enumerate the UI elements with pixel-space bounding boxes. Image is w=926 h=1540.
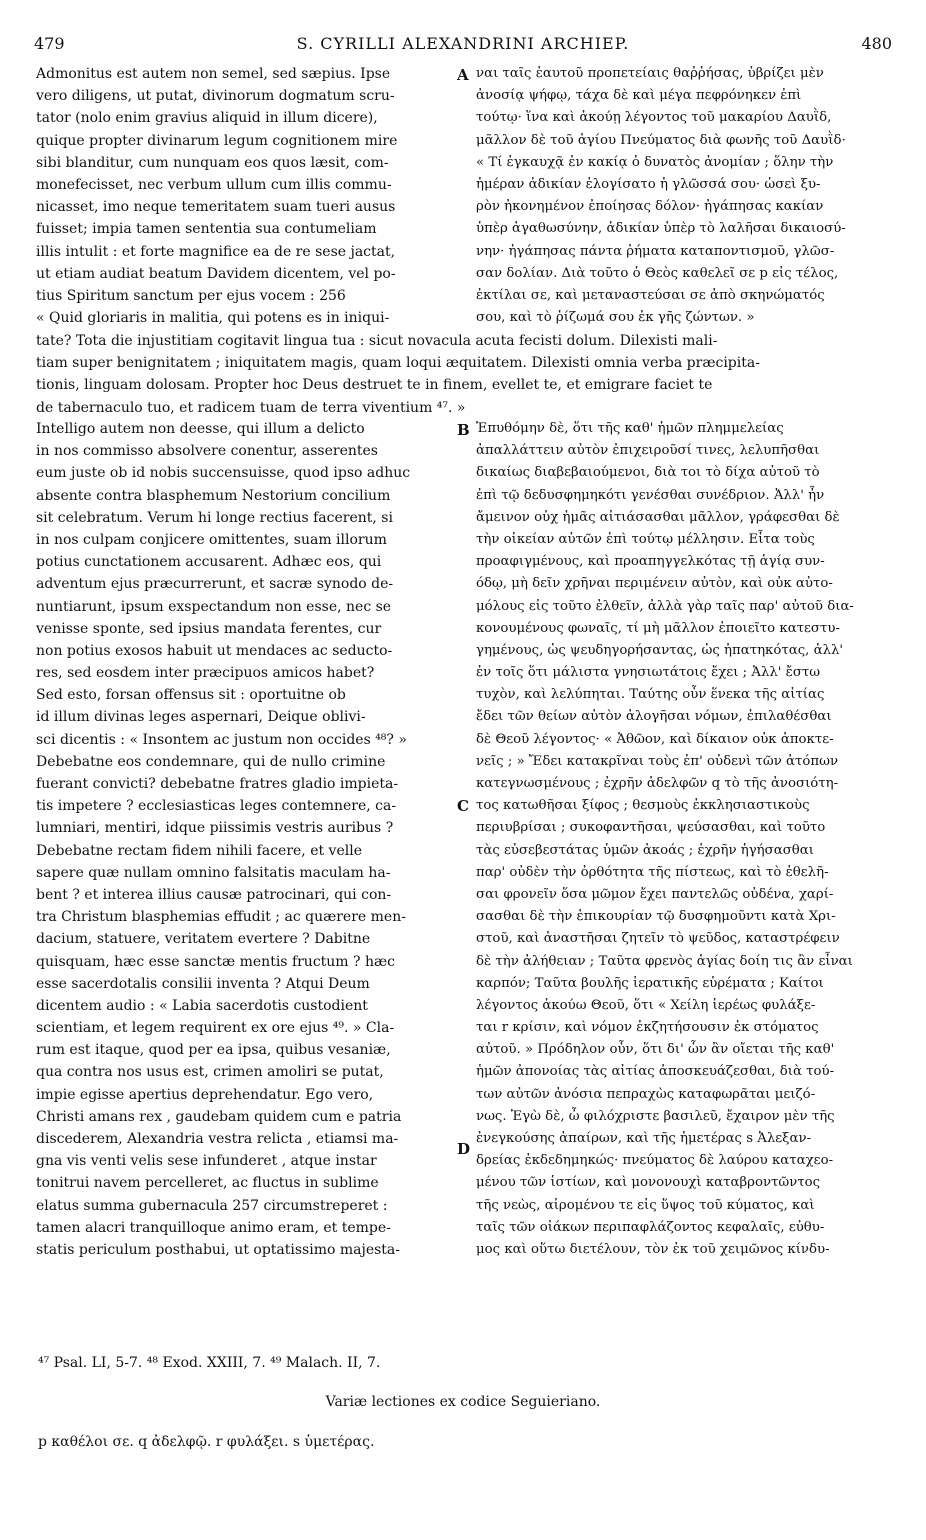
latin-text-line: res, sed eosdem inter præcipuos amicos habet? <box>36 665 375 682</box>
greek-text-line: ὑπὲρ ἀγαθωσύνην, ἀδικίαν ὑπὲρ τὸ λαλῆσαι δικαιοσύ- <box>476 221 846 237</box>
greek-text-line: ἐνεγκούσης ἀπαίρων, καὶ τῆς ἡμετέρας s Ἀλεξαν- <box>476 1131 812 1146</box>
greek-text-line: δικαίως διαβεβαιούμενοι, διὰ τοι τὸ δίχα αὐτοῦ τὸ <box>476 465 820 481</box>
greek-text-line: νως. Ἐγὼ δὲ, ὦ φιλόχριστε βασιλεῦ, ἔχαιρον μὲν τῆς <box>476 1108 835 1124</box>
variae-lectiones: p καθέλοι σε. q ἀδελφῷ. r φυλάξει. s ὑμετέρας. <box>38 1434 375 1450</box>
latin-text-line: venisse sponte, sed ipsius mandata ferentes, cur <box>36 620 382 637</box>
latin-text-line: tis impetere ? ecclesiasticas leges contemnere, ca- <box>36 798 397 815</box>
latin-text-line: sibi blanditur, cum nunquam eos quos læsit, com- <box>36 154 389 171</box>
greek-text-line: σαι φρονεῖν ὅσα μῶμον ἔχει παντελῶς οὐδένα, χαρί- <box>476 886 834 902</box>
latin-text-line: tonitrui navem percelleret, ac fluctus in sublime <box>36 1175 379 1192</box>
greek-text-line: ἀπαλλάττειν αὐτὸν ἐπιχειροῦσί τινες, λελυπῆσθαι <box>476 443 820 459</box>
latin-text-line: potius cunctationem accusarent. Adhæc eos, qui <box>36 554 382 571</box>
greek-text-line: κονουμένους φωναῖς, τί μὴ μᾶλλον ἐποιεῖτο κατεστυ- <box>476 620 840 636</box>
full-width-text-line: de tabernaculo tuo, et radicem tuam de terra viventium ⁴⁷. » <box>36 399 466 416</box>
greek-text-line: νεῖς ; » Ἔδει κατακρῖναι τοὺς ἐπ' οὐδενὶ τῶν ἀτόπων <box>476 753 839 769</box>
latin-text-line: esse sacerdotalis consilii inventa ? Atqui Deum <box>36 975 370 992</box>
greek-text-line: σου, καὶ τὸ ῥίζωμά σου ἐκ γῆς ζώντων. » <box>476 310 755 326</box>
latin-text-line: tra Christum blasphemias effudit ; ac quærere men- <box>36 909 406 926</box>
running-title: S. CYRILLI ALEXANDRINI ARCHIEP. <box>296 34 630 53</box>
greek-text-line: ἐπὶ τῷ δεδυσφημηκότι γενέσθαι συνέδριον. Ἀλλ' ἦν <box>476 487 825 503</box>
latin-text-line: gna vis venti velis sese infunderet , atque instar <box>36 1153 377 1170</box>
latin-text-line: nuntiarunt, ipsum exspectandum non esse, nec se <box>36 598 392 615</box>
greek-text-line: των αὐτῶν ἀνόσια πεπραχὼς καταφωρᾶται μειζό- <box>476 1086 816 1102</box>
section-marker-b: B <box>457 421 470 439</box>
greek-text-line: προαφιγμένους, καὶ προαπηγγελκότας τῇ ἁγίᾳ συν- <box>476 554 825 570</box>
latin-text-line: sit celebratum. Verum hi longe rectius facerent, si <box>36 509 393 526</box>
variae-lectiones-title: Variæ lectiones ex codice Seguieriano. <box>325 1394 601 1410</box>
latin-text-line: statis periculum posthabui, ut optatissimo majesta- <box>36 1241 401 1258</box>
greek-text-line: « Τί ἐγκαυχᾷ ἐν κακίᾳ ὁ δυνατὸς ἀνομίαν ; ὅλην τὴν <box>476 154 834 170</box>
greek-text-line: δὲ Θεοῦ λέγοντος· « Ἀθῶον, καὶ δίκαιον οὐκ ἀποκτε- <box>476 731 834 747</box>
section-marker-c: C <box>457 797 469 815</box>
greek-text-line: λέγοντος ἀκούω Θεοῦ, ὅτι « Χείλη ἱερέως φυλάξε- <box>476 997 816 1013</box>
latin-text-line: qua contra nos usus est, crimen amoliri se putat, <box>36 1064 384 1081</box>
greek-text-line: τῆς νεὼς, αἰρομένου τε εἰς ὕψος τοῦ κύματος, καὶ <box>476 1197 815 1213</box>
latin-text-line: fuerant convicti? debebatne fratres gladio impieta- <box>36 776 399 792</box>
latin-text-line: lumniari, mentiri, idque piissimis vestris auribus ? <box>36 820 394 837</box>
latin-column-top <box>36 63 454 329</box>
greek-text-line: αὐτοῦ. » Πρόδηλον οὖν, ὅτι δι' ὧν ἂν οἴεται τῆς καθ' <box>476 1042 835 1058</box>
latin-text-line: Intelligo autem non deesse, qui illum a delicto <box>36 421 365 437</box>
latin-text-line: vero diligens, ut putat, divinorum dogmatum scru- <box>36 88 395 105</box>
greek-text-line: ἀνοσίᾳ ψήφῳ, τάχα δὲ καὶ μέγα πεφρόνηκεν ἐπὶ <box>476 88 802 104</box>
latin-text-line: quisquam, hæc esse sanctæ mentis fructum ? hæc <box>36 953 396 970</box>
greek-text-line: τος κατωθῆσαι ξίφος ; θεσμοὺς ἐκκλησιαστικοὺς <box>476 798 810 814</box>
greek-text-line: νην· ἠγάπησας πάντα ῥήματα καταποντισμοῦ, γλῶσ- <box>476 243 835 259</box>
latin-text-line: discederem, Alexandria vestra relicta , etiamsi ma- <box>36 1131 399 1147</box>
greek-text-line: όδῳ, μὴ δεῖν χρῆναι περιμένειν αὐτὸν, καὶ οὐκ αὐτο- <box>476 576 833 592</box>
greek-text-line: ταῖς τῶν οἰάκων περιπαφλάζοντος κεφαλαῖς, εὐθυ- <box>476 1219 825 1235</box>
greek-text-line: ρὸν ἠκονημένον ἐποίησας δόλον· ἠγάπησας κακίαν <box>476 199 824 215</box>
latin-text-line: bent ? et interea illius causæ patrocinari, qui con- <box>36 886 392 903</box>
section-marker-d: D <box>457 1140 471 1158</box>
latin-text-line: quique propter divinarum legum cognitionem mire <box>36 132 398 149</box>
greek-text-line: ἐκτίλαι σε, καὶ μεταναστεύσαι σε ἀπὸ σκηνώματός <box>476 287 825 303</box>
latin-text-line: non potius exosos habuit ut mendaces ac seducto- <box>36 642 393 659</box>
full-width-text-line: tionis, linguam dolosam. Propter hoc Deus destruet te in finem, evellet te, et emigrare faciet te <box>36 377 713 394</box>
greek-text-line: ἐν τοῖς ὅτι μάλιστα γνησιωτάτοις ἔχει ; Ἀλλ' ἔστω <box>476 665 821 681</box>
left-page-number: 479 <box>34 34 65 53</box>
greek-text-line: σαν δολίαν. Διὰ τοῦτο ὁ Θεὸς καθελεῖ σε p εἰς τέλος, <box>476 265 839 281</box>
latin-text-line: dicentem audio : « Labia sacerdotis custodient <box>36 997 368 1014</box>
footnotes: ⁴⁷ Psal. LI, 5-7. ⁴⁸ Exod. XXIII, 7. ⁴⁹ Malach. II, 7. <box>38 1355 381 1371</box>
latin-text-line: in nos commisso absolvere conentur, asserentes <box>36 443 378 460</box>
greek-text-line: στοῦ, καὶ ἀναστῆσαι ζητεῖν τὸ ψεῦδος, καταστρέφειν <box>476 931 840 947</box>
latin-text-line: tamen alacri tranquilloque animo eram, et tempe- <box>36 1219 391 1236</box>
greek-text-line: καρπόν; Ταῦτα βουλῆς ἱερατικῆς εὑρέματα ; Καίτοι <box>476 975 824 991</box>
latin-text-line: sapere quæ nullam omnino falsitatis maculam ha- <box>36 864 391 881</box>
latin-text-line: ut etiam audiat beatum Davidem dicentem, vel po- <box>36 265 396 282</box>
latin-text-line: rum est itaque, quod per ea ipsa, quibus vesaniæ, <box>36 1042 391 1059</box>
greek-text-line: ται r κρίσιν, καὶ νόμον ἐκζητήσουσιν ἐκ στόματος <box>476 1020 819 1036</box>
greek-text-line: σασθαι δὲ τὴν ἐπικουρίαν τῷ δυσφημοῦντι κατὰ Χρι- <box>476 909 836 925</box>
greek-column-top <box>476 63 894 329</box>
latin-column-main <box>36 418 454 1261</box>
greek-text-line: μένου τῶν ἱστίων, καὶ μονονουχὶ καταβροντῶντος <box>476 1175 821 1191</box>
greek-text-line: δὲ τὴν ἀλήθειαν ; Ταῦτα φρενὸς ἁγίας δοίη τις ἂν εἶναι <box>476 953 853 969</box>
running-header <box>34 34 892 56</box>
latin-text-line: Debebatne eos condemnare, qui de nullo crimine <box>36 753 386 770</box>
greek-text-line: ἔδει τῶν θείων αὐτὸν ἀλογῆσαι νόμων, ἐπιλαθέσθαι <box>476 709 832 725</box>
latin-text-line: Christi amans rex , gaudebam quidem cum e patria <box>36 1108 402 1125</box>
latin-text-line: absente contra blasphemum Nestorium concilium <box>36 487 391 504</box>
greek-text-line: γημένους, ὡς ψευδηγορήσαντας, ὡς ἠπατηκότας, ἀλλ' <box>476 642 844 658</box>
greek-text-line: ἄμεινον οὐχ ἡμᾶς αἰτιάσασθαι μᾶλλον, γράφεσθαι δὲ <box>476 509 840 525</box>
greek-text-line: ναι ταῖς ἑαυτοῦ προπετείαις θαῤῥήσας, ὑβρίζει μὲν <box>476 66 824 81</box>
greek-text-line: μος καὶ οὕτω διετέλουν, τὸν ἐκ τοῦ χειμῶνος κίνδυ- <box>476 1241 830 1257</box>
latin-text-line: impie egisse apertius deprehendatur. Ego vero, <box>36 1086 374 1103</box>
latin-text-line: sci dicentis : « Insontem ac justum non occides ⁴⁸? » <box>36 731 407 748</box>
latin-text-line: Debebatne rectam fidem nihili facere, et velle <box>36 842 362 859</box>
greek-text-line: ἡμῶν ἀπονοίας τὰς αἰτίας ἀποσκευάζεσθαι, διὰ τού- <box>476 1064 835 1080</box>
latin-text-line: illis intulit : et forte magnifice ea de re sese jactat, <box>36 243 396 260</box>
right-page-number: 480 <box>861 34 892 53</box>
greek-text-line: τούτῳ· ἵνα καὶ ἀκούῃ λέγοντος τοῦ μακαρίου Δαυῒδ, <box>476 110 832 126</box>
latin-text-line: adventum ejus præcurrerunt, et sacræ synodo de- <box>36 576 394 593</box>
latin-text-line: scientiam, et legem requirent ex ore ejus ⁴⁹. » Cla- <box>36 1020 395 1037</box>
latin-text-line: « Quid gloriaris in malitia, qui potens es in iniqui- <box>36 310 390 327</box>
greek-text-line: Ἐπυθόμην δὲ, ὅτι τῆς καθ' ἡμῶν πλημμελείας <box>476 421 784 436</box>
latin-text-line: id illum divinas leges aspernari, Deique oblivi- <box>36 709 366 726</box>
greek-text-line: τυχὸν, καὶ λελύπηται. Ταύτης οὖν ἕνεκα τῆς αἰτίας <box>476 687 825 703</box>
latin-text-line: elatus summa gubernacula 257 circumstreperet : <box>36 1197 388 1214</box>
latin-text-line: Admonitus est autem non semel, sed sæpius. Ipse <box>36 66 391 82</box>
latin-text-line: nicasset, imo neque temeritatem suam tueri ausus <box>36 199 396 216</box>
latin-text-line: eum juste ob id nobis succensuisse, quod ipso adhuc <box>36 465 411 482</box>
full-width-paragraph <box>36 330 894 419</box>
latin-text-line: dacium, statuere, veritatem evertere ? Dabitne <box>36 931 371 948</box>
greek-column-main <box>476 418 894 1261</box>
greek-text-line: παρ' οὐδὲν τὴν ὀρθότητα τῆς πίστεως, καὶ τὸ ἐθελῆ- <box>476 864 829 880</box>
greek-text-line: περιυβρίσαι ; συκοφαντῆσαι, ψεύσασθαι, καὶ τοῦτο <box>476 820 826 836</box>
greek-text-line: τὰς εὐσεβεστάτας ὑμῶν ἀκοάς ; ἐχρῆν ἡγήσασθαι <box>476 842 814 858</box>
greek-text-line: τὴν οἰκείαν αὐτῶν ἐπὶ τούτῳ μέλλησιν. Εἶτα τοὺς <box>476 531 815 547</box>
latin-text-line: Sed esto, forsan offensus sit : oportuitne ob <box>36 687 346 704</box>
latin-text-line: fuisset; impia tamen sententia sua contumeliam <box>36 221 377 238</box>
latin-text-line: monefecisset, nec verbum ullum cum illis commu- <box>36 176 392 193</box>
latin-text-line: tius Spiritum sanctum per ejus vocem : 256 <box>36 287 346 304</box>
greek-text-line: μᾶλλον δὲ τοῦ ἁγίου Πνεύματος διὰ φωνῆς τοῦ Δαυῒδ· <box>476 132 846 148</box>
full-width-text-line: tiam super benignitatem ; iniquitatem magis, quam loqui æquitatem. Dilexisti omnia verba præcipita- <box>36 355 760 372</box>
greek-text-line: ἡμέραν ἀδικίαν ἐλογίσατο ἡ γλῶσσά σου· ὡσεὶ ξυ- <box>476 176 821 192</box>
greek-text-line: δρείας ἐκδεδημηκώς· πνεύματος δὲ λαύρου καταχεο- <box>476 1153 834 1169</box>
greek-text-line: κατεγνωσμένους ; ἐχρῆν ἀδελφῶν q τὸ τῆς ἀνοσιότη- <box>476 776 839 791</box>
section-marker-a: A <box>457 66 469 84</box>
latin-text-line: in nos culpam conjicere omittentes, suam illorum <box>36 531 387 548</box>
latin-text-line: tator (nolo enim gravius aliquid in illum dicere), <box>36 110 378 127</box>
greek-text-line: μόλους εἰς τοῦτο ἐλθεῖν, ἀλλὰ γὰρ ταῖς παρ' αὐτοῦ δια- <box>476 598 854 614</box>
full-width-text-line: tate? Tota die injustitiam cogitavit lingua tua : sicut novacula acuta fecisti dolum. Dilexisti mali- <box>36 333 718 349</box>
